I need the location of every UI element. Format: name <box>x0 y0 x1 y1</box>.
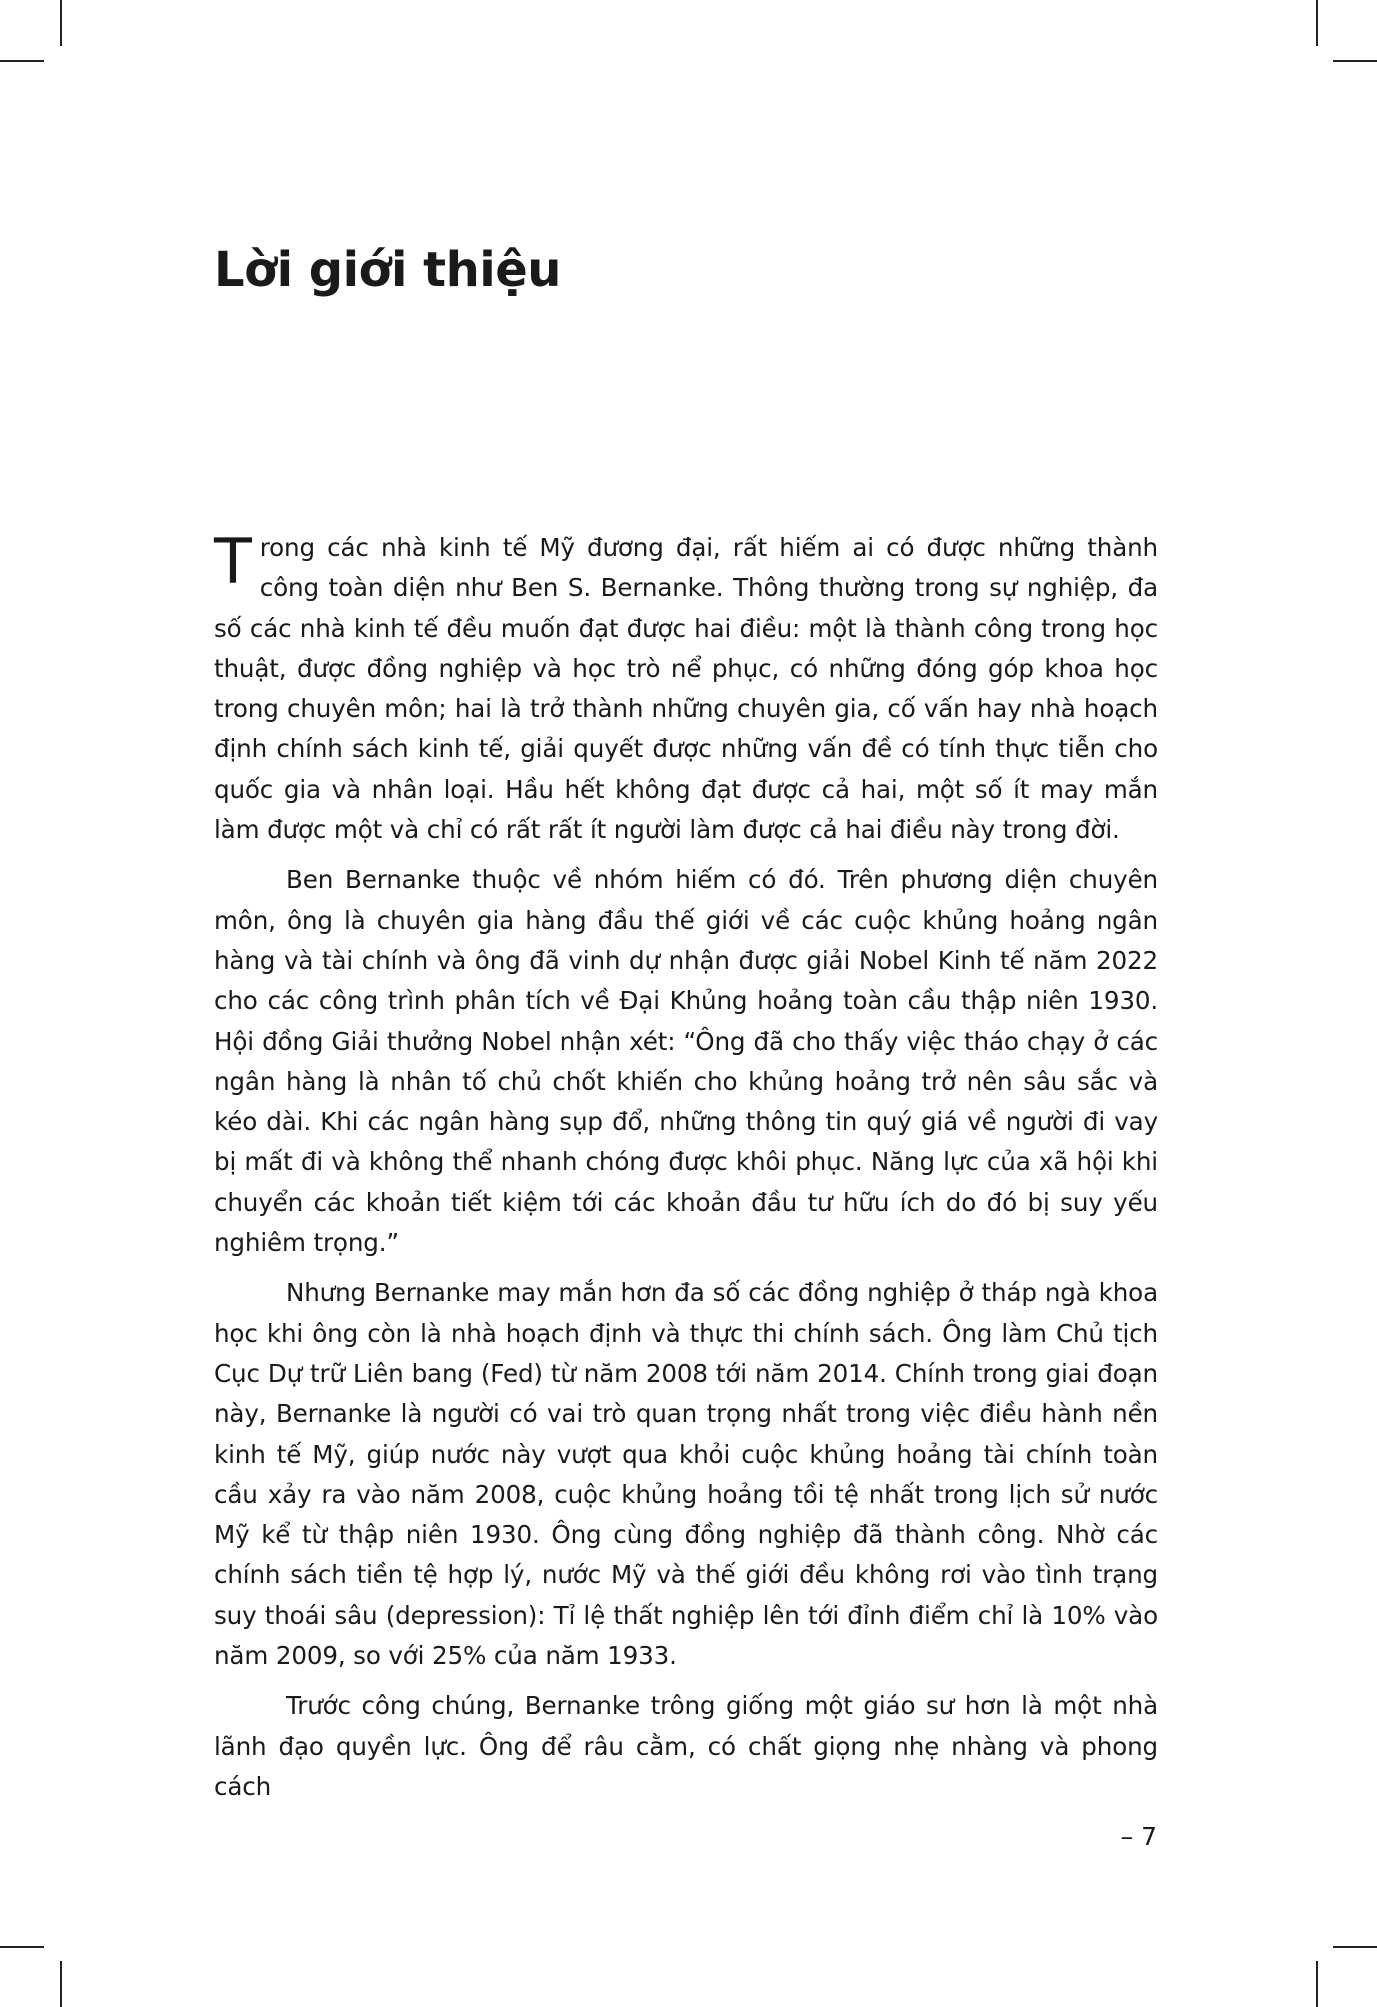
crop-mark-top-left-horizontal <box>0 60 44 62</box>
paragraph-1 <box>214 525 1158 850</box>
page-title: Lời giới thiệu <box>214 242 561 298</box>
paragraph-2: Ben Bernanke thuộc về nhóm hiếm có đó. Trên phương diện chuyên môn, ông là chuyên gia hàng đầu thế giới về các cuộc khủng hoảng ngân hàng và tài chính và ông đã vinh dự nhận được giải Nobel Kinh tế năm 2022 cho các công trình phân tích về Đại Khủng hoảng toàn cầu thập niên 1930. Hội đồng Giải thưởng Nobel nhận xét: “Ông đã cho thấy việc tháo chạy ở các ngân hàng là nhân tố chủ chốt khiến cho khủng hoảng trở nên sâu sắc và kéo dài. Khi các ngân hàng sụp đổ, những thông tin quý giá về người đi vay bị mất đi và không thể nhanh chóng được khôi phục. Năng lực của xã hội khi chuyển các khoản tiết kiệm tới các khoản đầu tư hữu ích do đó bị suy yếu nghiêm trọng.” <box>214 865 1158 1258</box>
paragraph-1-text: rong các nhà kinh tế Mỹ đương đại, rất hiếm ai có được những thành công toàn diện như Ben S. Bernanke. Thông thường trong sự nghiệp, đa số các nhà kinh tế đều muốn đạt được hai điều: một là thành công trong học thuật, được đồng nghiệp và học trò nể phục, có những đóng góp khoa học trong chuyên môn; hai là trở thành những chuyên gia, cố vấn hay nhà hoạch định chính sách kinh tế, giải quyết được những vấn đề có tính thực tiễn cho quốc gia và nhân loại. Hầu hết không đạt được cả hai, một số ít may mắn làm được một và chỉ có rất rất ít người làm được cả hai điều này trong đời. <box>214 533 1158 845</box>
drop-cap: T <box>214 525 252 598</box>
paragraph-4: Trước công chúng, Bernanke trông giống một giáo sư hơn là một nhà lãnh đạo quyền lực. Ông để râu cằm, có chất giọng nhẹ nhàng và phong cách <box>214 1691 1158 1801</box>
crop-mark-bottom-right-vertical <box>1316 1961 1318 2007</box>
crop-mark-top-right-vertical <box>1316 0 1318 46</box>
crop-mark-bottom-right-horizontal <box>1333 1946 1377 1948</box>
crop-mark-top-left-vertical <box>60 0 62 46</box>
page-number: – 7 <box>1120 1822 1157 1851</box>
crop-mark-bottom-left-horizontal <box>0 1946 44 1948</box>
paragraph-3: Nhưng Bernanke may mắn hơn đa số các đồng nghiệp ở tháp ngà khoa học khi ông còn là nhà hoạch định và thực thi chính sách. Ông làm Chủ tịch Cục Dự trữ Liên bang (Fed) từ năm 2008 tới năm 2014. Chính trong giai đoạn này, Bernanke là người có vai trò quan trọng nhất trong việc điều hành nền kinh tế Mỹ, giúp nước này vượt qua khỏi cuộc khủng hoảng tài chính toàn cầu xảy ra vào năm 2008, cuộc khủng hoảng tồi tệ nhất trong lịch sử nước Mỹ kể từ thập niên 1930. Ông cùng đồng nghiệp đã thành công. Nhờ các chính sách tiền tệ hợp lý, nước Mỹ và thế giới đều không rơi vào tình trạng suy thoái sâu (depression): Tỉ lệ thất nghiệp lên tới đỉnh điểm chỉ là 10% vào năm 2009, so với 25% của năm 1933. <box>214 1278 1158 1671</box>
crop-mark-bottom-left-vertical <box>60 1961 62 2007</box>
crop-mark-top-right-horizontal <box>1333 60 1377 62</box>
body-text <box>214 525 1158 1817</box>
